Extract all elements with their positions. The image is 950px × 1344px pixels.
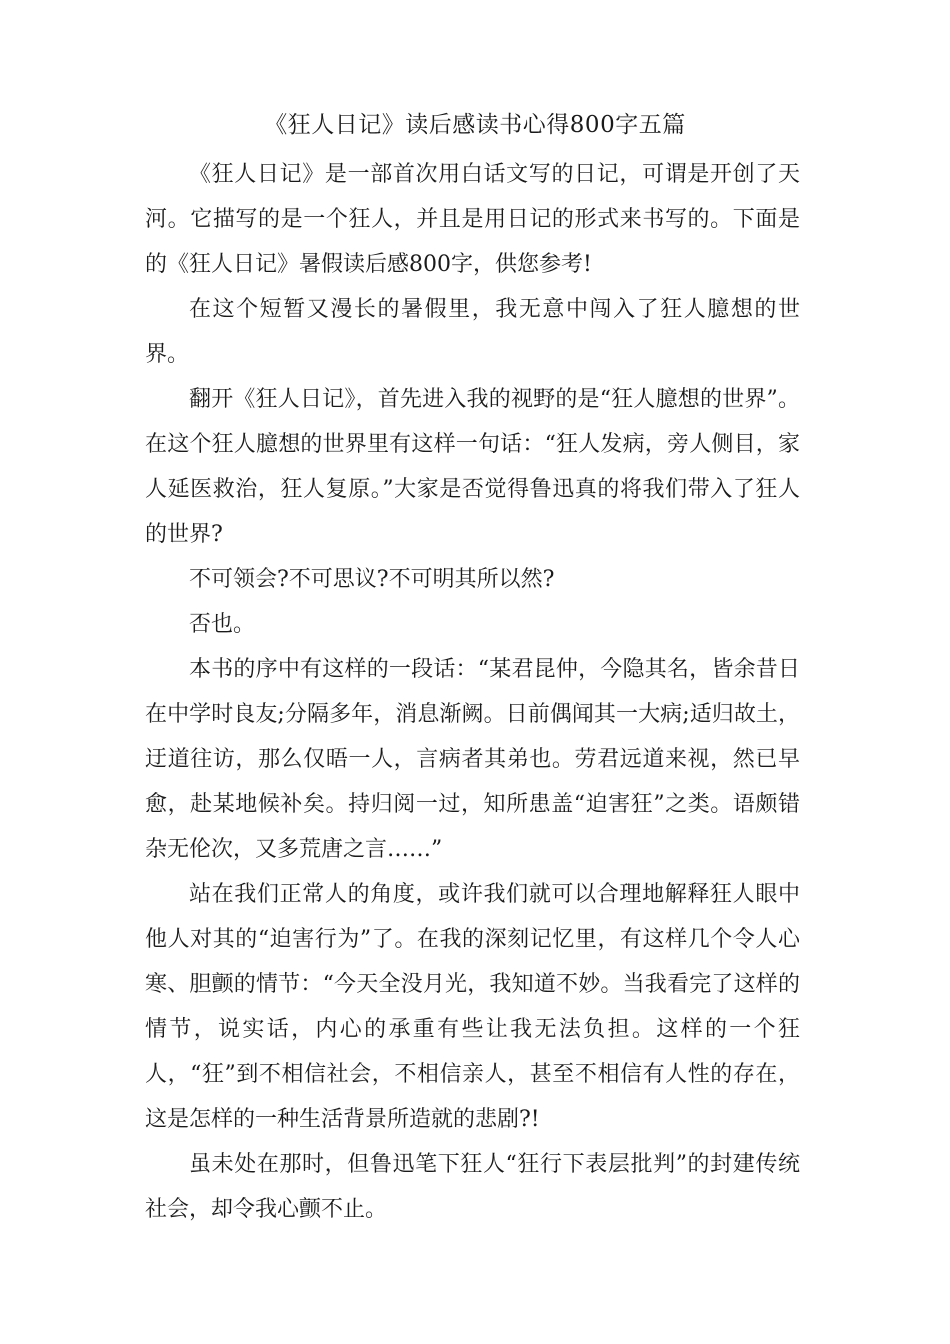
- paragraph-intro: 《狂人日记》是一部首次用白话文写的日记，可谓是开创了天河。它描写的是一个狂人，并且是用日记的形式来书写的。下面是的《狂人日记》暑假读后感800字，供您参考!: [145, 162, 800, 277]
- document-body: [145, 152, 800, 1232]
- paragraph-conclusion: 虽未处在那时，但鲁迅笔下狂人“狂行下表层批判”的封建传统社会，却令我心颤不止。: [145, 1152, 800, 1222]
- paragraph-questions: 不可领会?不可思议?不可明其所以然?: [189, 567, 555, 592]
- paragraph-summer: 在这个短暂又漫长的暑假里，我无意中闯入了狂人臆想的世界。: [145, 297, 800, 367]
- paragraph-perspective: 站在我们正常人的角度，或许我们就可以合理地解释狂人眼中他人对其的“迫害行为”了。在我的深刻记忆里，有这样几个令人心寒、胆颤的情节：“今天全没月光，我知道不妙。当我看完了这样的情节，说实话，内心的承重有些让我无法负担。这样的一个狂人，“狂”到不相信社会，不相信亲人，甚至不相信有人性的存在，这是怎样的一种生活背景所造就的悲剧?!: [145, 882, 800, 1132]
- paragraph-no: 否也。: [189, 612, 256, 637]
- paragraph-opening: 翻开《狂人日记》，首先进入我的视野的是“狂人臆想的世界”。在这个狂人臆想的世界里有这样一句话：“狂人发病，旁人侧目，家人延医救治，狂人复原。”大家是否觉得鲁迅真的将我们带入了狂人的世界?: [145, 387, 800, 547]
- paragraph-preface: 本书的序中有这样的一段话：“某君昆仲，今隐其名，皆余昔日在中学时良友;分隔多年，消息渐阙。日前偶闻其一大病;适归故土，迂道往访，那么仅晤一人，言病者其弟也。劳君远道来视，然已早愈，赴某地候补矣。持归阅一过，知所患盖“迫害狂”之类。语颇错杂无伦次，又多荒唐之言……”: [145, 657, 800, 862]
- document-title: 《狂人日记》读后感读书心得800字五篇: [264, 112, 686, 138]
